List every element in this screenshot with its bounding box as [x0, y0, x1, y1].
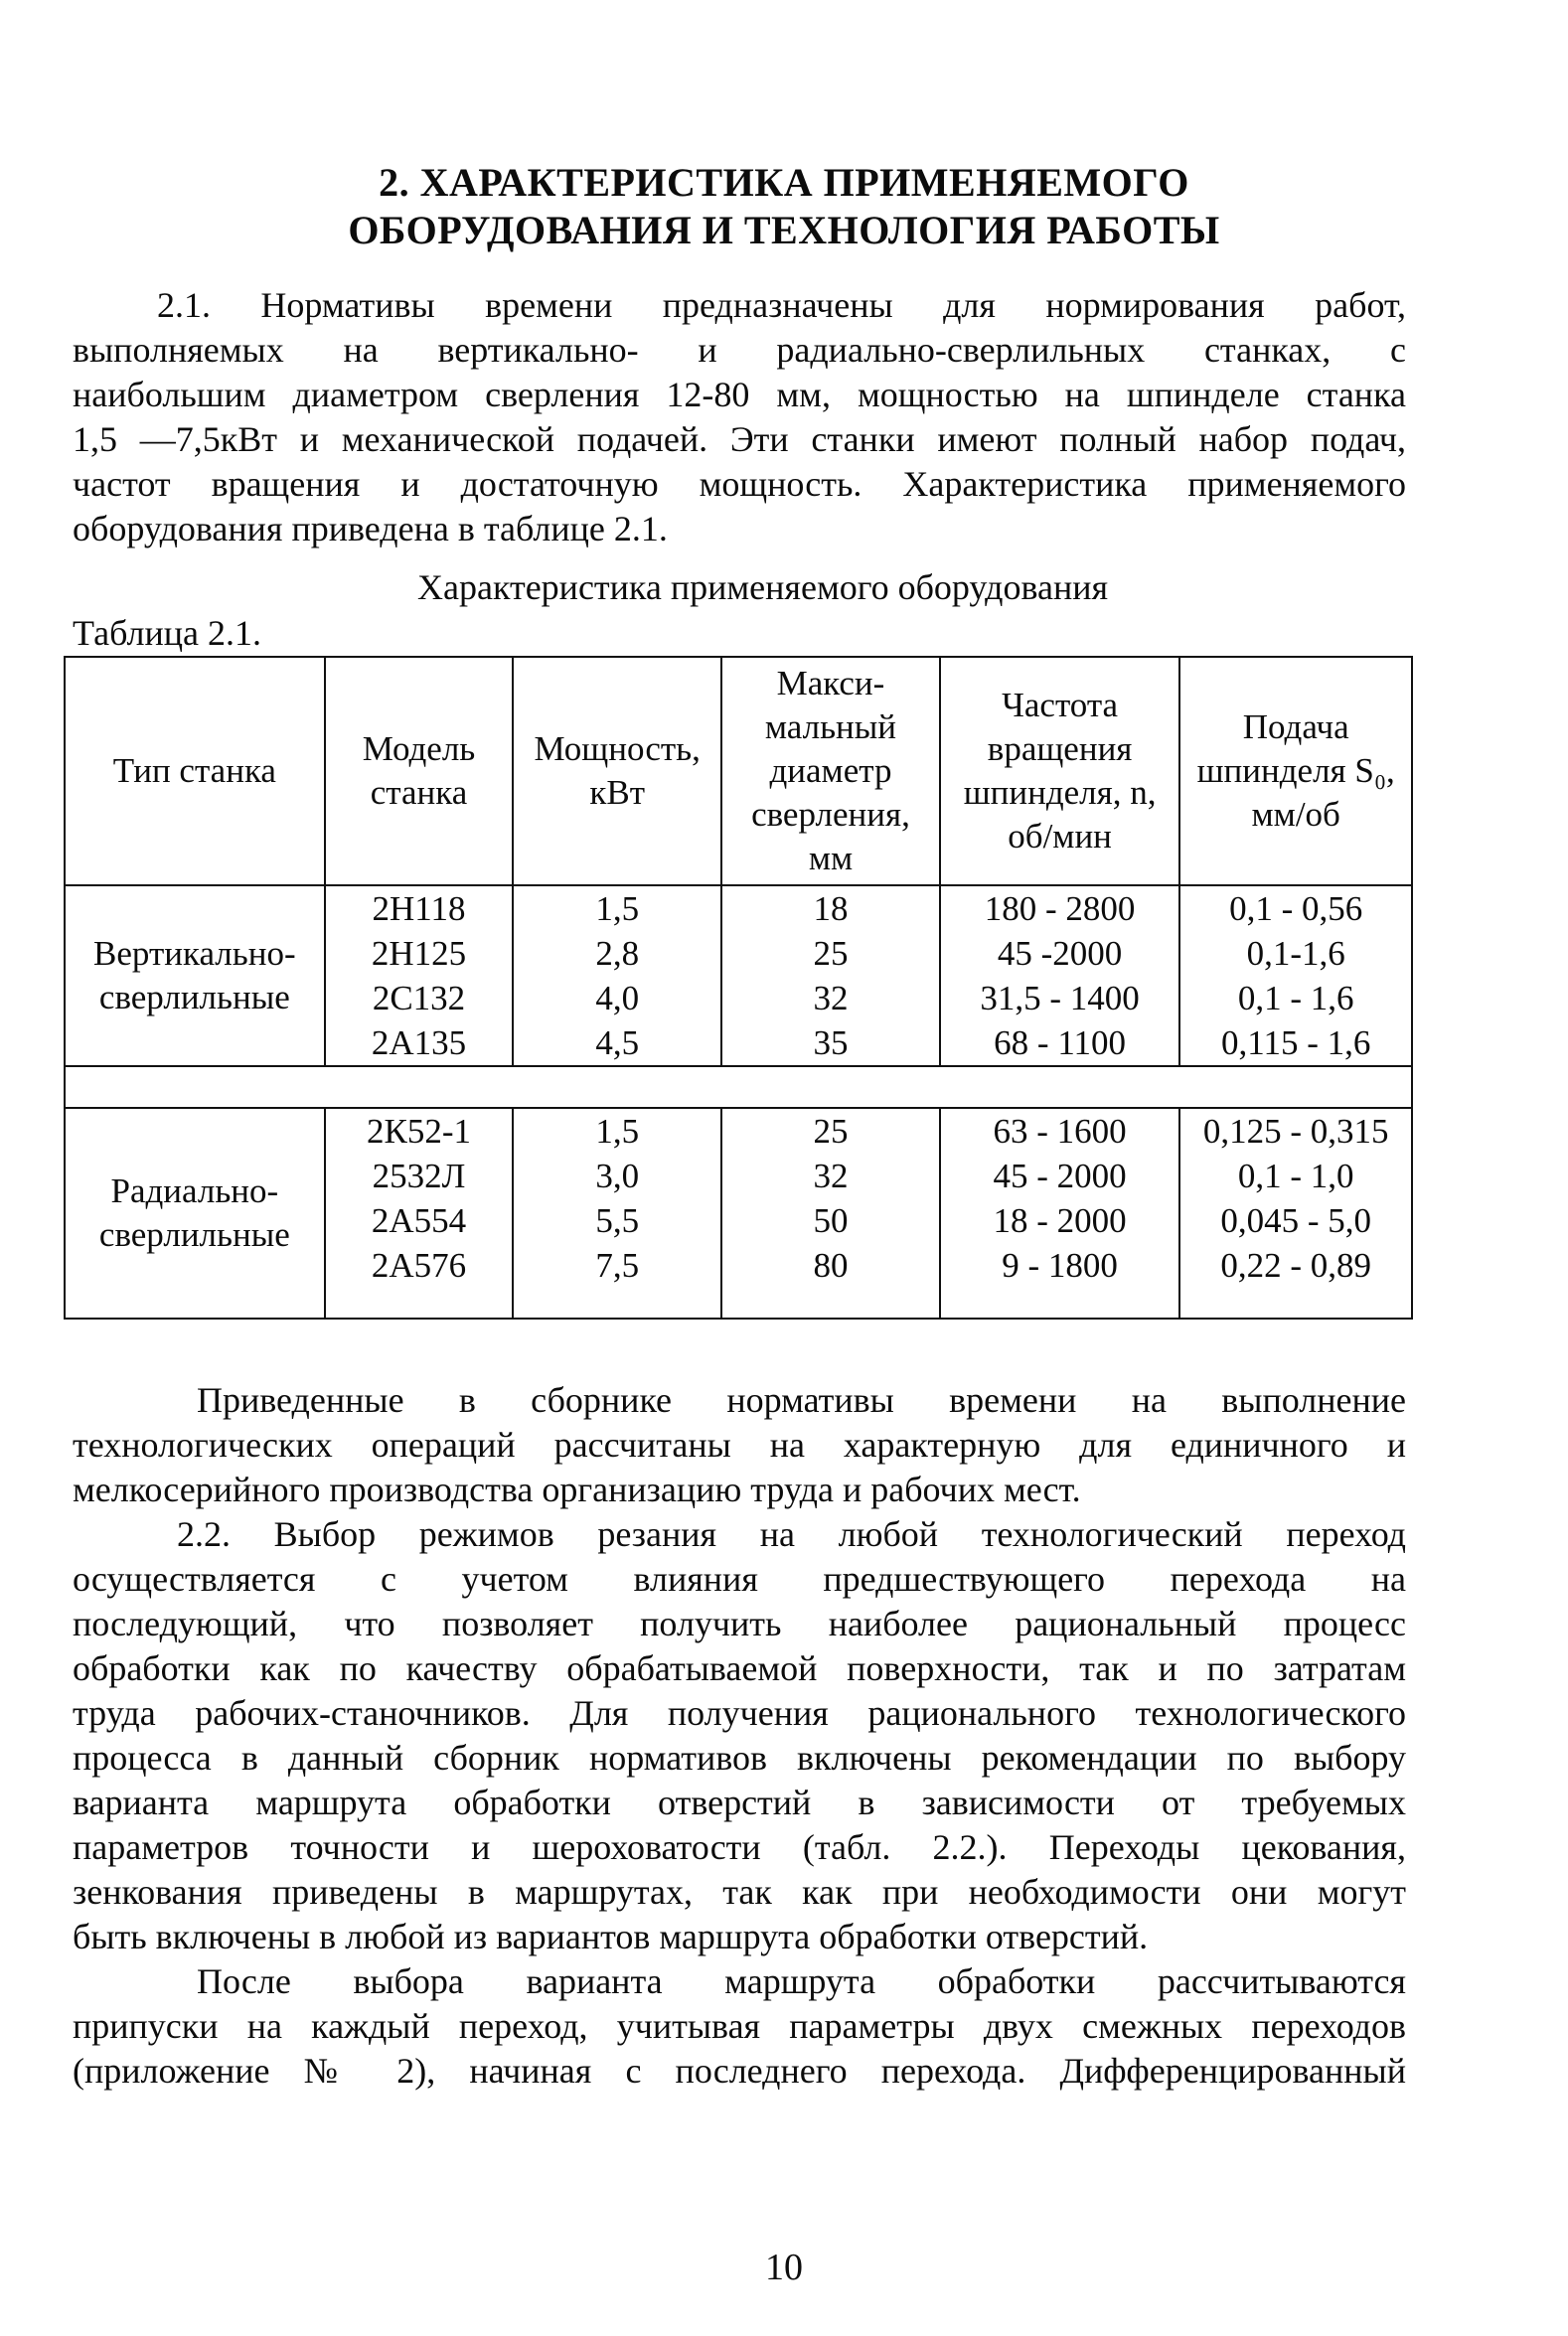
- text-line: оборудования приведена в таблице 2.1.: [73, 509, 668, 548]
- table-cell: 32: [721, 976, 940, 1020]
- table-separator-row: [65, 1066, 1412, 1108]
- table-cell: 32: [721, 1154, 940, 1198]
- table-cell: [513, 1288, 721, 1319]
- text-line: (приложение № 2), начиная с последнего перехода. Дифференцированный: [73, 2051, 1406, 2091]
- table-cell: 0,22 - 0,89: [1179, 1243, 1412, 1288]
- table-cell: 1,5: [513, 885, 721, 931]
- table-cell: 0,115 - 1,6: [1179, 1020, 1412, 1066]
- table-cell: 18 - 2000: [940, 1198, 1180, 1243]
- header-model: Модель станка: [325, 657, 514, 885]
- table-cell: 0,125 - 0,315: [1179, 1108, 1412, 1154]
- table-cell: 0,045 - 5,0: [1179, 1198, 1412, 1243]
- table-cell: 2А135: [325, 1020, 514, 1066]
- text-line: осуществляется с учетом влияния предшествующего перехода на: [73, 1559, 1406, 1599]
- page-number: 10: [765, 2247, 803, 2288]
- text-line: 2.1. Нормативы времени предназначены для нормирования работ,: [157, 285, 1406, 325]
- table-cell: 5,5: [513, 1198, 721, 1243]
- table-cell: 45 -2000: [940, 931, 1180, 976]
- text-line: обработки как по качеству обрабатываемой поверхности, так и по затратам: [73, 1648, 1406, 1688]
- table-row: [65, 885, 1412, 931]
- table-cell: 7,5: [513, 1243, 721, 1288]
- table-cell: 80: [721, 1243, 940, 1288]
- table-cell: 2Н118: [325, 885, 514, 931]
- table-cell: [721, 1288, 940, 1319]
- table-cell: 25: [721, 931, 940, 976]
- intro-paragraph: [73, 283, 1406, 551]
- text-line: выполняемых на вертикально- и радиально-сверлильных станках, с: [73, 330, 1406, 370]
- separator-cell: [65, 1066, 1412, 1108]
- table-cell: [1179, 1288, 1412, 1319]
- text-line: частот вращения и достаточную мощность. Характеристика применяемого: [73, 464, 1406, 504]
- table-cell: 2Н125: [325, 931, 514, 976]
- table-cell: [325, 1288, 514, 1319]
- table-cell: 0,1-1,6: [1179, 931, 1412, 976]
- text-line: 2.2. Выбор режимов резания на любой технологический переход: [177, 1514, 1406, 1554]
- text-line: припуски на каждый переход, учитывая параметры двух смежных переходов: [73, 2006, 1406, 2046]
- table-cell: 2А576: [325, 1243, 514, 1288]
- table-cell: 0,1 - 1,6: [1179, 976, 1412, 1020]
- header-machine-type: Тип станка: [65, 657, 325, 885]
- text-line: После выбора варианта маршрута обработки рассчитываются: [197, 1961, 1406, 2001]
- table-cell: 2532Л: [325, 1154, 514, 1198]
- table-cell: 4,0: [513, 976, 721, 1020]
- table-cell: 50: [721, 1198, 940, 1243]
- table-cell: 0,1 - 0,56: [1179, 885, 1412, 931]
- table-cell: 1,5: [513, 1108, 721, 1154]
- text-line: последующий, что позволяет получить наиболее рациональный процесс: [73, 1604, 1406, 1643]
- table-cell: 4,5: [513, 1020, 721, 1066]
- header-spindle-feed: Подача шпинделя S₀, мм/об: [1179, 657, 1412, 885]
- section-title-line2: ОБОРУДОВАНИЯ И ТЕХНОЛОГИЯ РАБОТЫ: [348, 208, 1220, 252]
- table-cell: 9 - 1800: [940, 1243, 1180, 1288]
- table-cell: 25: [721, 1108, 940, 1154]
- body-paragraph-1: [73, 1378, 1406, 1512]
- text-line: зенкования приведены в маршрутах, так как при необходимости они могут: [73, 1872, 1406, 1912]
- text-line: мелкосерийного производства организацию труда и рабочих мест.: [73, 1470, 1081, 1509]
- table-cell: 45 - 2000: [940, 1154, 1180, 1198]
- header-max-diameter: Макси-мальный диаметр сверления, мм: [721, 657, 940, 885]
- body-paragraph-3: [73, 1959, 1406, 2094]
- table-cell: 31,5 - 1400: [940, 976, 1180, 1020]
- text-line: процесса в данный сборник нормативов включены рекомендации по выбору: [73, 1738, 1406, 1778]
- section-title-line1: 2. ХАРАКТЕРИСТИКА ПРИМЕНЯЕМОГО: [379, 160, 1189, 205]
- text-line: труда рабочих-станочников. Для получения рационального технологического: [73, 1693, 1406, 1733]
- table-header-row: [65, 657, 1412, 885]
- table-cell: 68 - 1100: [940, 1020, 1180, 1066]
- text-line: 1,5 —7,5кВт и механической подачей. Эти станки имеют полный набор подач,: [73, 419, 1406, 459]
- table-cell: 2С132: [325, 976, 514, 1020]
- text-line: технологических операций рассчитаны на характерную для единичного и: [73, 1425, 1406, 1465]
- header-spindle-speed: Частота вращения шпинделя, n, об/мин: [940, 657, 1180, 885]
- text-line: варианта маршрута обработки отверстий в зависимости от требуемых: [73, 1783, 1406, 1822]
- table-cell: 0,1 - 1,0: [1179, 1154, 1412, 1198]
- table-cell: 180 - 2800: [940, 885, 1180, 931]
- header-power: Мощность, кВт: [513, 657, 721, 885]
- text-line: наибольшим диаметром сверления 12-80 мм, мощностью на шпинделе станка: [73, 375, 1406, 414]
- text-line: Приведенные в сборнике нормативы времени на выполнение: [197, 1380, 1406, 1420]
- machine-type-cell: Вертикально-сверлильные: [65, 885, 325, 1066]
- table-cell: 2А554: [325, 1198, 514, 1243]
- machine-type-cell: Радиально-сверлильные: [65, 1108, 325, 1319]
- table-cell: 35: [721, 1020, 940, 1066]
- table-cell: 18: [721, 885, 940, 931]
- table-cell: 3,0: [513, 1154, 721, 1198]
- table-cell: 63 - 1600: [940, 1108, 1180, 1154]
- body-paragraph-2: [73, 1512, 1406, 1959]
- text-line: быть включены в любой из вариантов маршрута обработки отверстий.: [73, 1917, 1149, 1956]
- table-cell: 2,8: [513, 931, 721, 976]
- table-caption: Характеристика применяемого оборудования: [417, 567, 1109, 607]
- text-line: параметров точности и шероховатости (табл. 2.2.). Переходы цекования,: [73, 1827, 1406, 1867]
- table-label: Таблица 2.1.: [73, 613, 261, 653]
- table-cell: [940, 1288, 1180, 1319]
- table-row: [65, 1108, 1412, 1154]
- table-cell: 2К52-1: [325, 1108, 514, 1154]
- equipment-table: [64, 656, 1413, 1320]
